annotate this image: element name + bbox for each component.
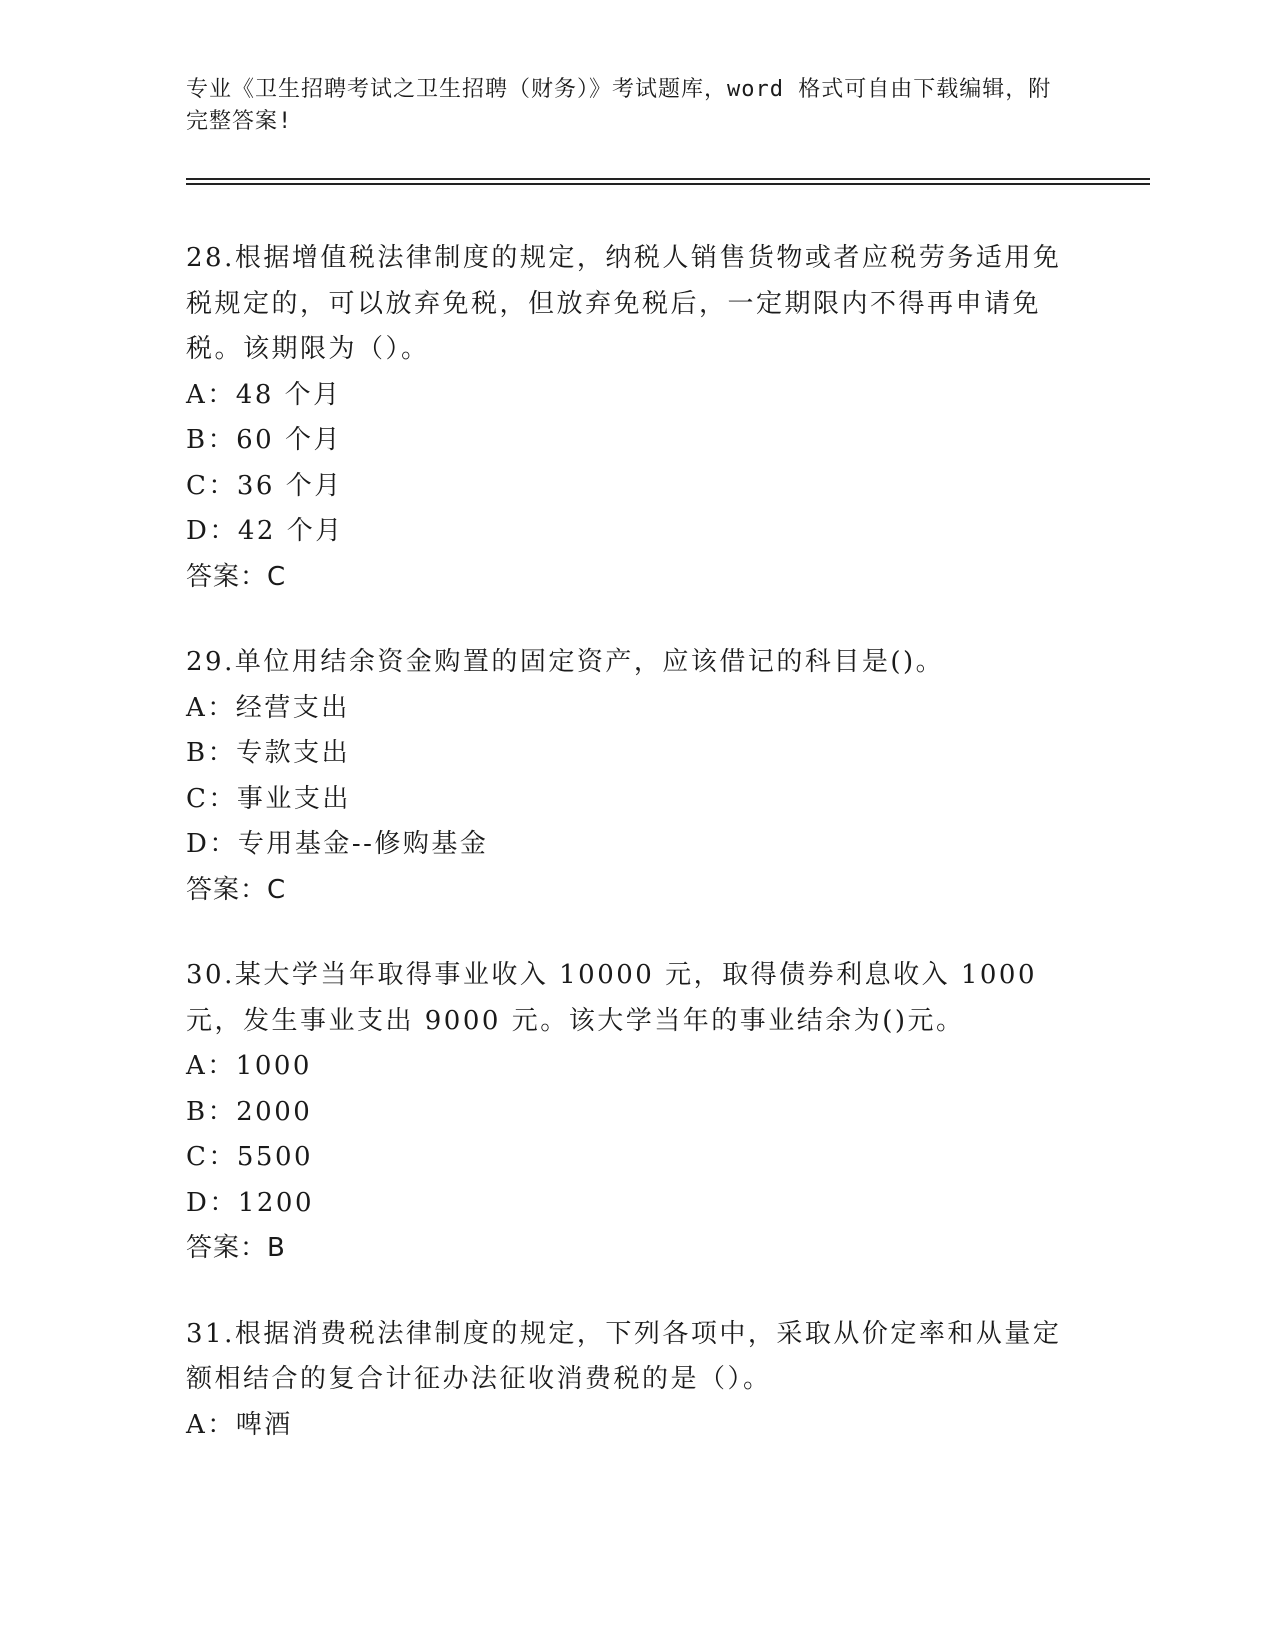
option-b: B：2000 xyxy=(186,1096,313,1127)
header-divider-top xyxy=(186,178,1150,180)
option-a: A：48 个月 xyxy=(186,379,342,410)
answer: 答案：C xyxy=(186,874,287,905)
question-text: 29.单位用结余资金购置的固定资产，应该借记的科目是()。 xyxy=(186,647,945,677)
question-29 xyxy=(186,640,1086,913)
question-31 xyxy=(186,1312,1086,1449)
question-text: 31.根据消费税法律制度的规定，下列各项中，采取从价定率和从量定额相结合的复合计征办法征收消费税的是（）。 xyxy=(186,1318,1062,1394)
option-a: A：经营支出 xyxy=(186,692,350,723)
option-d: D：专用基金--修购基金 xyxy=(186,829,489,859)
option-c: C：事业支出 xyxy=(186,783,351,814)
option-d: D：42 个月 xyxy=(186,516,344,546)
option-c: C：36 个月 xyxy=(186,470,343,501)
answer: 答案：C xyxy=(186,561,287,592)
question-28 xyxy=(186,236,1086,600)
question-text: 30.某大学当年取得事业收入 10000 元，取得债券利息收入 1000 元，发生事业支出 9000 元。该大学当年的事业结余为()元。 xyxy=(186,960,1038,1036)
option-b: B：专款支出 xyxy=(186,738,351,768)
document-header: 专业《卫生招聘考试之卫生招聘（财务）》考试题库，word 格式可自由下载编辑，附完整答案! xyxy=(186,77,1052,134)
option-c: C：5500 xyxy=(186,1142,314,1172)
header-divider-bottom xyxy=(186,183,1150,185)
question-30 xyxy=(186,953,1086,1272)
option-d: D：1200 xyxy=(186,1187,315,1218)
question-list xyxy=(186,236,1086,1488)
option-b: B：60 个月 xyxy=(186,425,342,455)
question-text: 28.根据增值税法律制度的规定，纳税人销售货物或者应税劳务适用免税规定的，可以放弃免税，但放弃免税后，一定期限内不得再申请免税。该期限为（）。 xyxy=(186,243,1062,364)
option-a: A：1000 xyxy=(186,1051,312,1081)
answer: 答案：B xyxy=(186,1233,286,1263)
option-a: A：啤酒 xyxy=(186,1409,293,1440)
